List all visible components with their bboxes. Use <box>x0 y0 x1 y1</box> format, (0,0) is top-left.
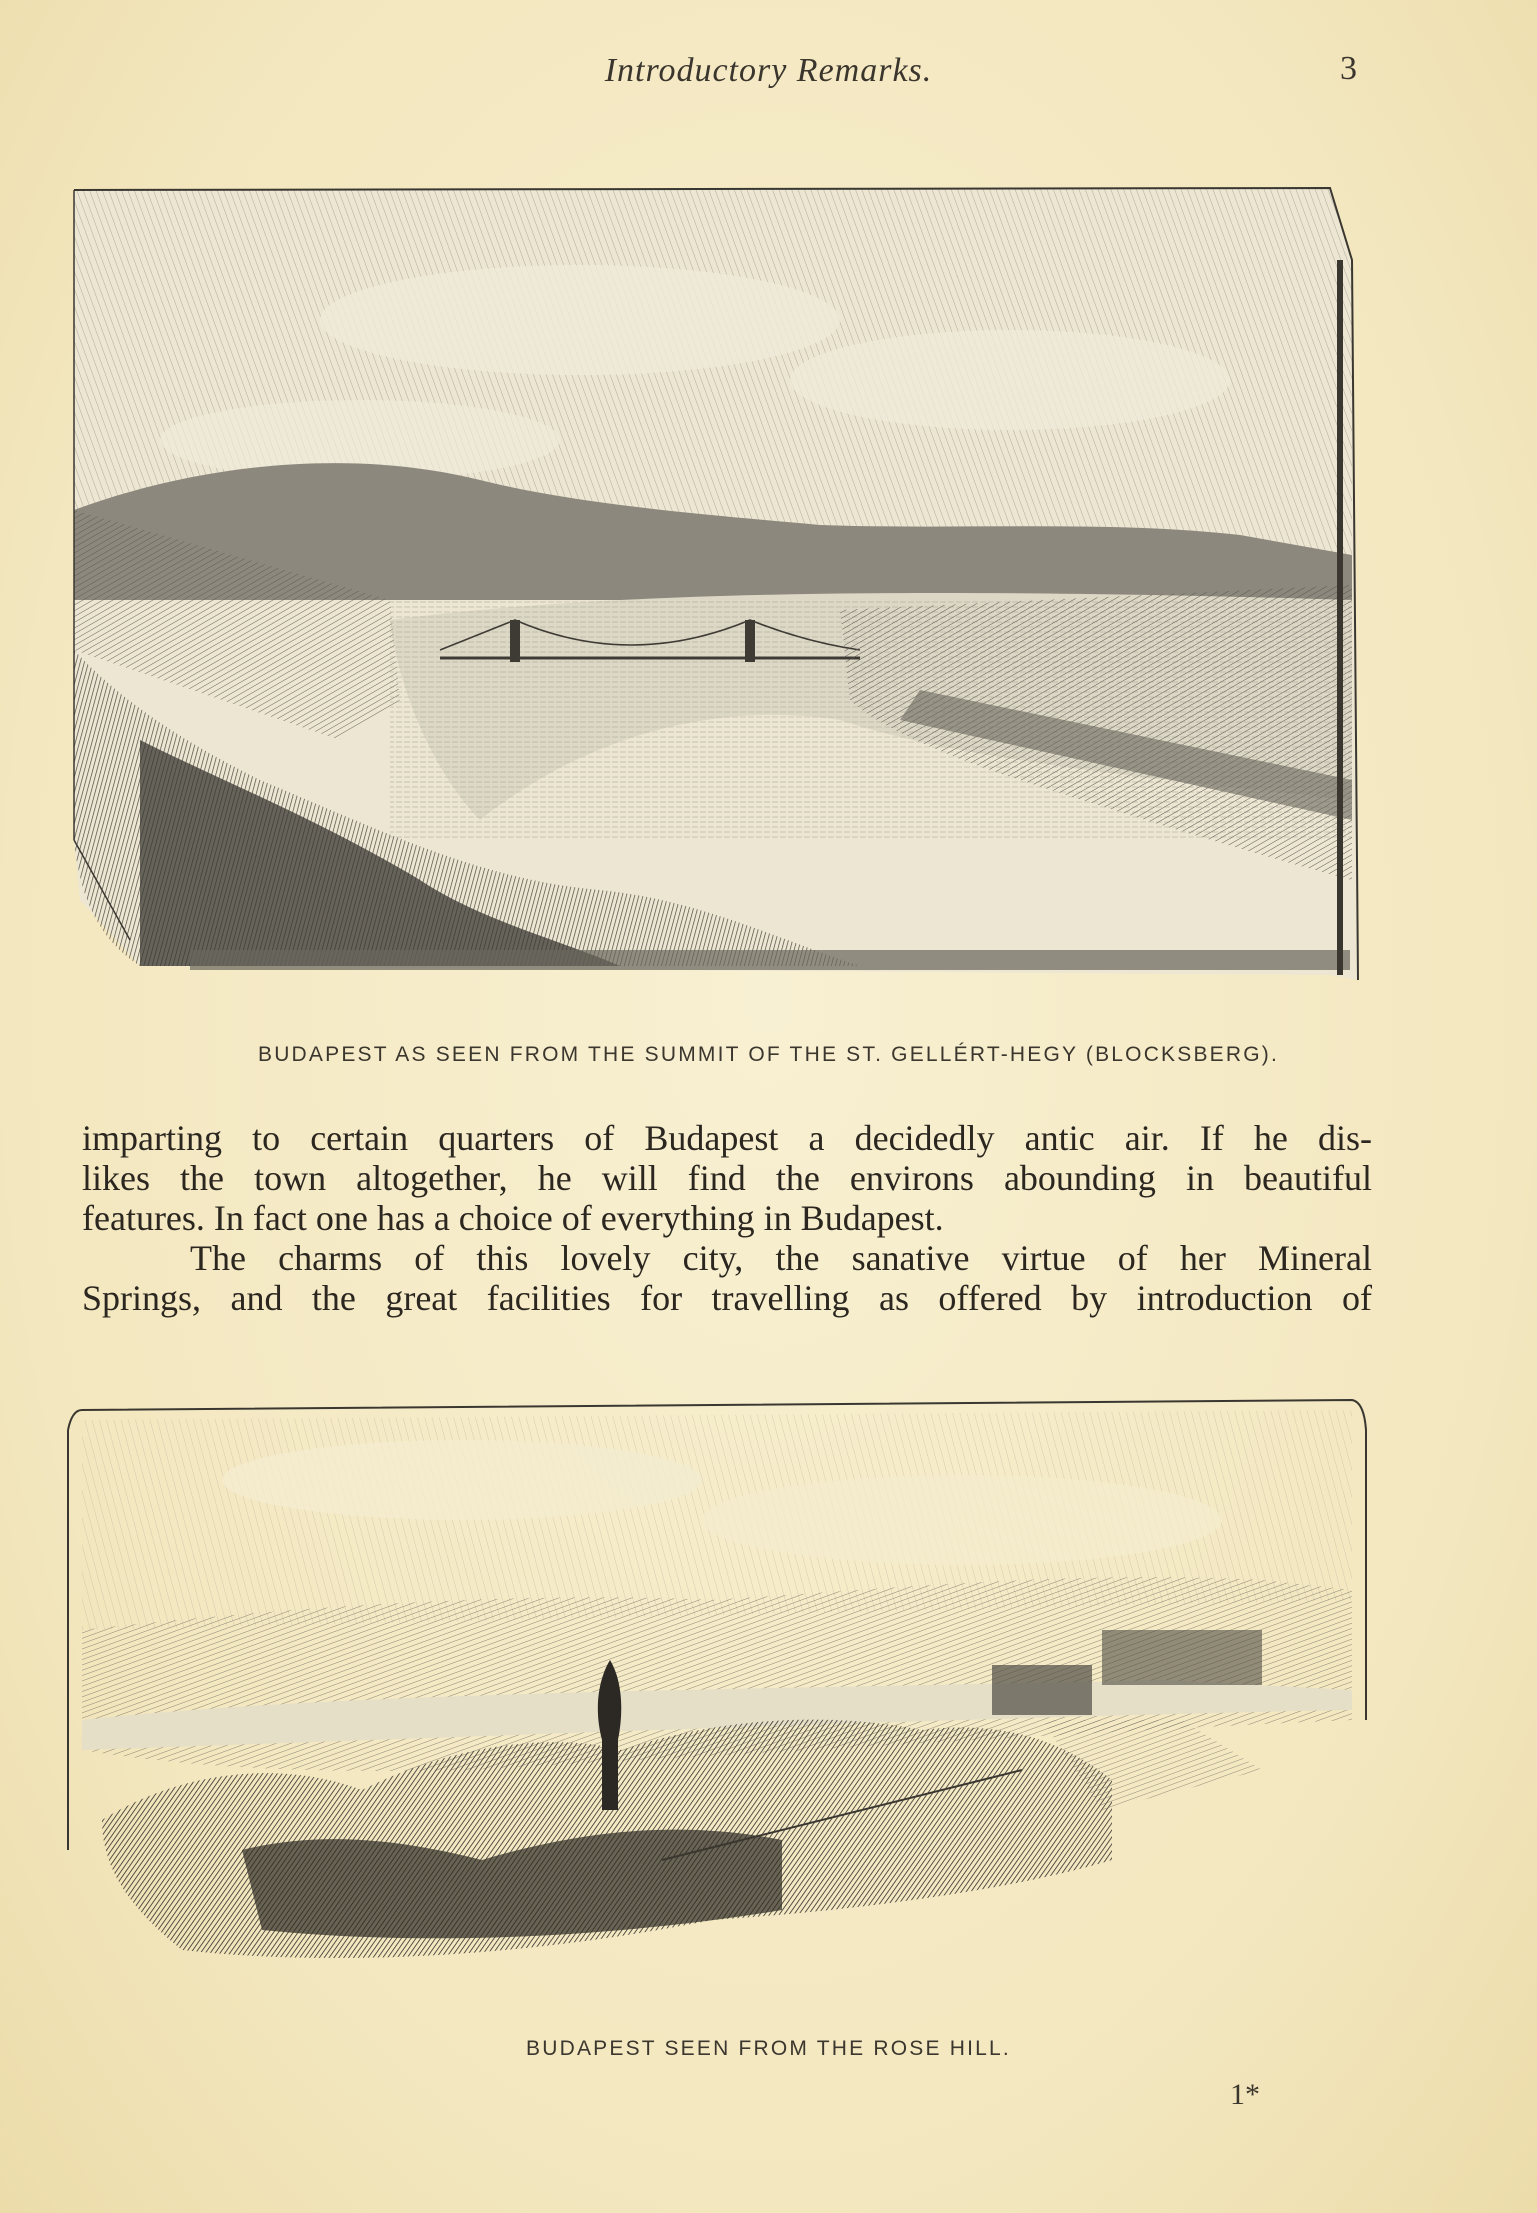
engraving-gellert-hill-illustration <box>60 180 1385 980</box>
engraving-rose-hill-illustration <box>62 1390 1372 2010</box>
page-number: 3 <box>1340 50 1357 87</box>
engraving-plate-gellert-hill <box>60 180 1385 980</box>
plate-caption-rose-hill: BUDAPEST SEEN FROM THE ROSE HILL. <box>526 2037 1011 2060</box>
plate-caption-gellert-hill: BUDAPEST AS SEEN FROM THE SUMMIT OF THE ST. GELLÉRT-HEGY (BLOCKSBERG). <box>257 1043 1280 1066</box>
body-line: imparting to certain quarters of Budapest a decidedly antic air. If he dis- <box>82 1118 1372 1158</box>
body-line: likes the town altogether, he will find the environs abounding in beautiful <box>82 1158 1372 1198</box>
engraving-plate-rose-hill <box>62 1390 1372 2010</box>
body-line: features. In fact one has a choice of everything in Budapest. <box>82 1198 944 1238</box>
body-line: Springs, and the great facilities for travelling as offered by introduction of <box>82 1278 1372 1318</box>
signature-mark: 1* <box>1230 2078 1260 2111</box>
running-header-title: Introductory Remarks. <box>604 52 933 89</box>
body-paragraph <box>82 1118 1372 1318</box>
body-line: The charms of this lovely city, the sanative virtue of her Mineral <box>190 1238 1372 1278</box>
